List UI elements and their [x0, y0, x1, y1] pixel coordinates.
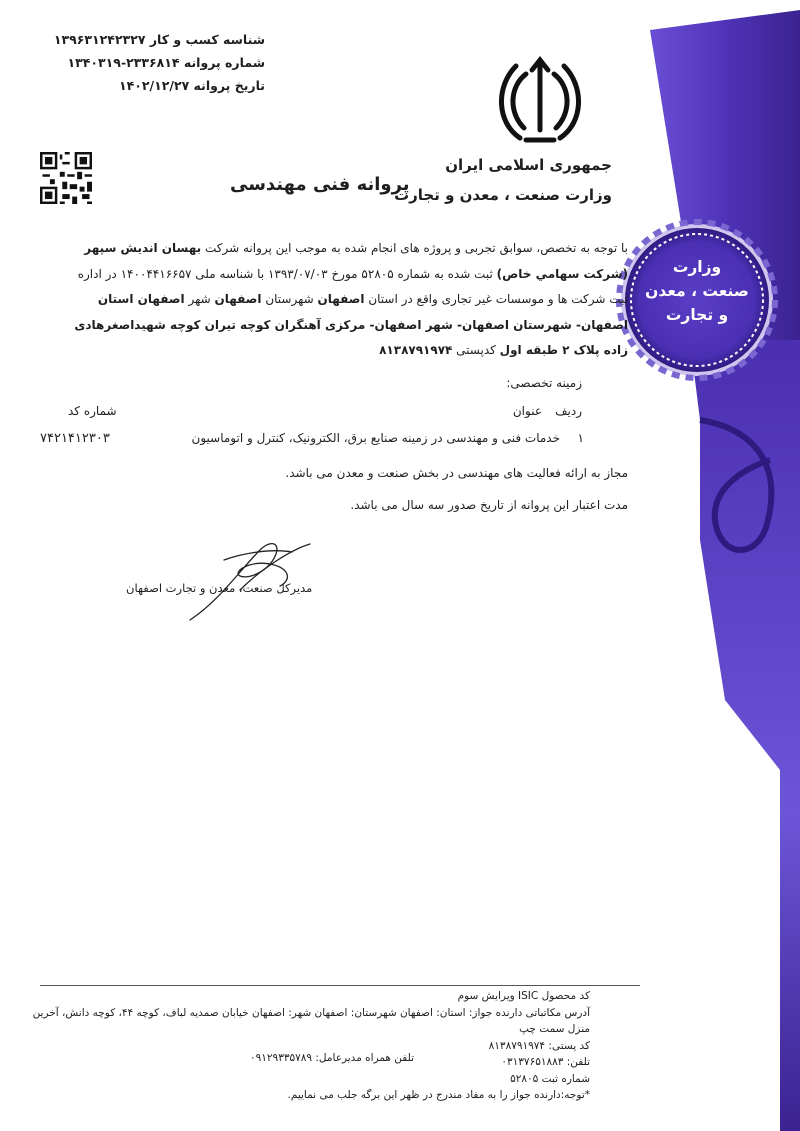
table-row-title: خدمات فنی و مهندسی در زمینه صنایع برق، الکترونیک، کنترل و اتوماسیون: [191, 431, 560, 445]
footer-divider: [40, 985, 640, 986]
body-city-label: شهرستان: [261, 292, 318, 306]
table-row-number: ۱: [577, 431, 584, 445]
column-header-title: عنوان: [512, 404, 542, 418]
permit-note: مجاز به ارائه فعالیت های مهندسی در بخش صنعت و معدن می باشد.: [285, 466, 628, 480]
license-number: شماره پروانه ۲۳۳۶۸۱۴-۱۳۴۰۳۱۹: [67, 55, 265, 70]
province-name: اصفهان: [317, 292, 365, 306]
footer-mobile: تلفن همراه مدیرعامل: ۰۹۱۲۹۳۳۵۷۸۹: [250, 1052, 415, 1064]
table-row-code: ۷۴۲۱۴۱۲۳۰۳: [40, 431, 110, 446]
footer-info: [30, 988, 590, 1104]
body-postal-label: کدپستی: [452, 343, 500, 357]
footer-registration: شماره ثبت ۵۲۸۰۵: [510, 1072, 590, 1085]
signer-title: مدیرکل صنعت، معدن و تجارت اصفهان: [126, 581, 313, 595]
seal-line-1: وزارت: [672, 258, 722, 276]
footer-note: *توجه:دارنده جواز را به مفاد مندرج در ظهر این برگه جلب می نمایيم.: [287, 1089, 590, 1101]
body-town-label: شهر: [184, 292, 215, 306]
validity-note: مدت اعتبار این پروانه از تاریخ صدور سه سال می باشد.: [350, 498, 628, 512]
column-header-row: ردیف: [555, 404, 582, 418]
body-intro: با توجه به تخصص، سوابق تجربی و پروژه های انجام شده به موجب این پروانه شرکت: [201, 241, 628, 255]
city-name: اصفهان: [214, 292, 262, 306]
footer-isic: کد محصول ISIC ویرایش سوم: [457, 990, 590, 1002]
footer-address: آدرس مکاتباتی دارنده جواز: استان: اصفهان شهرستان: اصفهان شهر: اصفهان خیابان صمدیه لباف، کوچه ۴۴، کوچه دانش، آخرین منزل سمت چپ: [32, 1006, 590, 1035]
postal-code: ۸۱۳۸۷۹۱۹۷۴: [379, 343, 453, 357]
business-id: شناسه کسب و کار ۱۳۹۶۳۱۲۴۲۳۲۷: [53, 32, 265, 47]
footer-postal: کد پستی: ۸۱۳۸۷۹۱۹۷۴: [488, 1039, 590, 1052]
republic-title: جمهوری اسلامی ایران: [445, 156, 612, 174]
license-header-info: [5, 28, 265, 97]
seal-line-3: و تجارت: [665, 306, 729, 324]
footer-phone: تلفن: ۰۳۱۳۷۶۵۱۸۸۳: [501, 1056, 590, 1068]
company-name: بهسان اندیش سپهر (شرکت سهامي خاص): [84, 241, 628, 281]
license-body-paragraph: [63, 236, 628, 364]
page-title: پروانه فنی مهندسی: [230, 174, 410, 195]
iran-emblem-icon: [496, 52, 584, 156]
body-registration: ثبت شده به شماره ۵۲۸۰۵ مورخ ۱۳۹۳/۰۷/۰۳ با شناسه ملی ۱۴۰۰۴۴۱۶۶۵۷ در اداره ثبت شرکت ها و موسسات غیر تجاری واقع در استان: [77, 266, 628, 306]
license-date: تاریخ پروانه ۱۴۰۲/۱۲/۲۷: [119, 78, 265, 93]
ribbon-lower: [690, 340, 800, 1131]
company-address: اصفهان استان اصفهان- شهرستان اصفهان- شهر اصفهان- مرکزی آهنگران کوچه تیران کوچه شهیداصغرهادی زاده پلاک ۲ طبقه اول: [74, 292, 628, 357]
seal-line-2: صنعت ، معدن: [645, 282, 749, 300]
signature-mark: [180, 530, 320, 630]
qr-code-icon: [40, 152, 92, 204]
column-header-code: شماره کد: [68, 404, 117, 418]
specialty-label: زمینه تخصصی:: [506, 376, 582, 390]
seal-text: [630, 255, 764, 327]
ministry-title: وزارت صنعت ، معدن و تجارت: [394, 186, 612, 204]
